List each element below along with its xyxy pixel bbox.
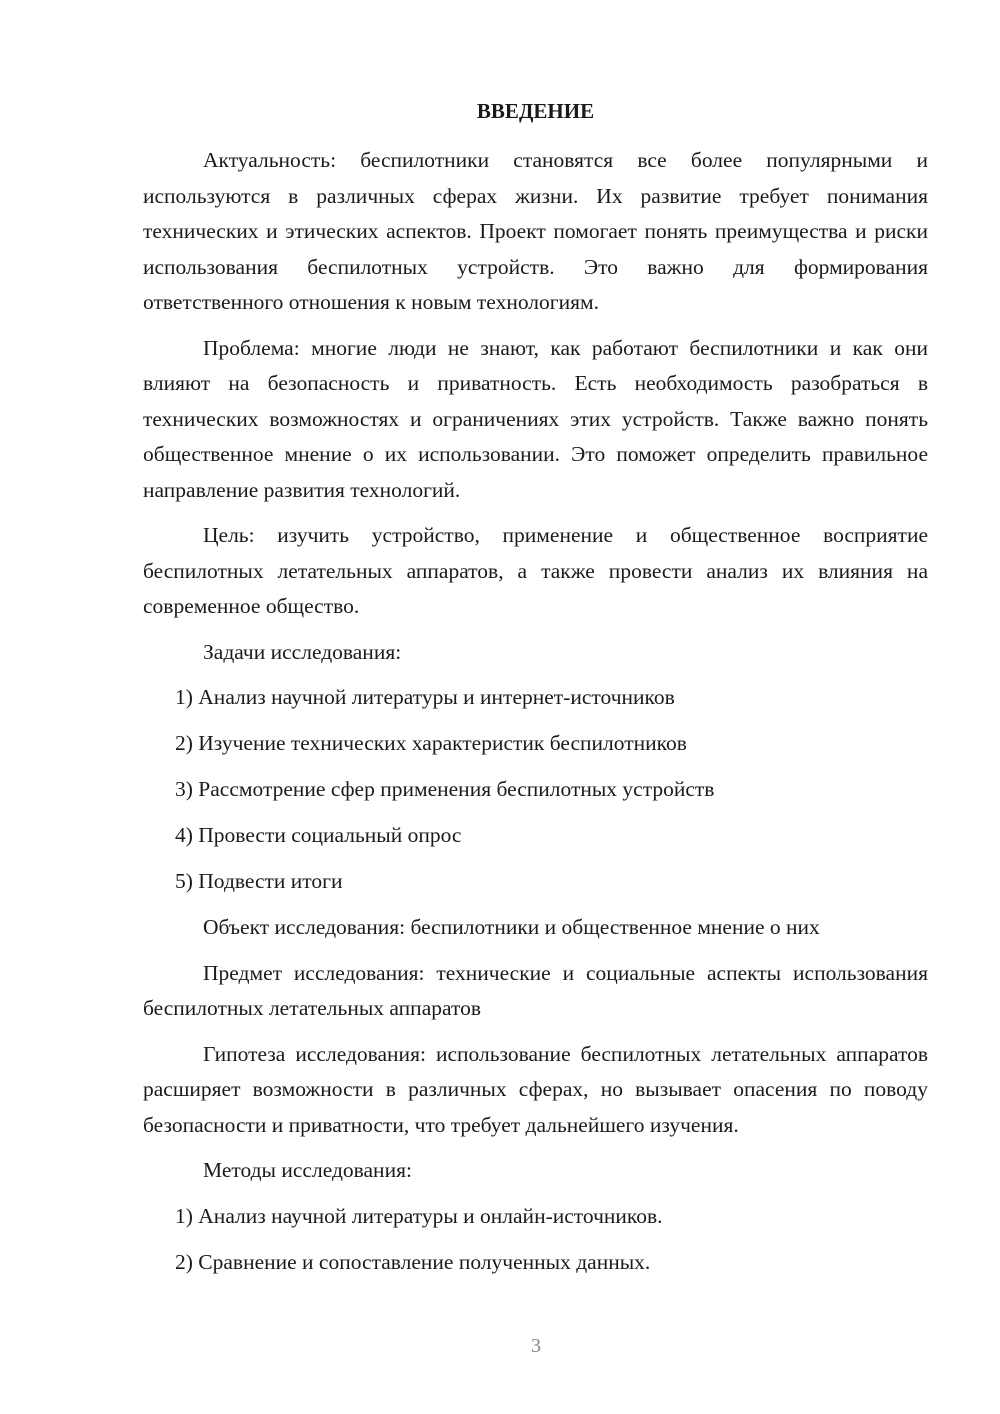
- problem-paragraph: Проблема: многие люди не знают, как работают беспилотники и как они влияют на безопасность и приватность. Есть необходимость разобраться в технических возможностях и ограничениях этих устройств. Также важно понять общественное мнение о их использовании. Это поможет определить правильное направление развития технологий.: [143, 335, 928, 502]
- page-number: 3: [531, 1335, 541, 1357]
- section-title: ВВЕДЕНИЕ: [476, 99, 595, 123]
- list-item: 1) Анализ научной литературы и интернет-источников: [175, 685, 675, 709]
- list-item: 4) Провести социальный опрос: [175, 823, 462, 847]
- tasks-heading: Задачи исследования:: [203, 639, 402, 664]
- subject-paragraph: Предмет исследования: технические и социальные аспекты использования беспилотных летательных аппаратов: [143, 960, 928, 1020]
- relevance-paragraph: Актуальность: беспилотники становятся все более популярными и используются в различных сферах жизни. Их развитие требует понимания технических и этических аспектов. Проект помогает понять преимущества и риски использования беспилотных устройств. Это важно для формирования ответственного отношения к новым технологиям.: [143, 148, 928, 314]
- methods-list: [143, 1199, 928, 1281]
- document-page: [143, 96, 928, 1291]
- list-item: 1) Анализ научной литературы и онлайн-источников.: [175, 1203, 663, 1228]
- tasks-list: [143, 680, 928, 900]
- list-item: 2) Сравнение и сопоставление полученных данных.: [175, 1249, 651, 1274]
- hypothesis-paragraph: Гипотеза исследования: использование беспилотных летательных аппаратов расширяет возможности в различных сферах, но вызывает опасения по поводу безопасности и приватности, что требует дальнейшего изучения.: [143, 1041, 928, 1137]
- methods-heading: Методы исследования:: [203, 1158, 412, 1182]
- list-item: 5) Подвести итоги: [175, 869, 343, 893]
- list-item: 2) Изучение технических характеристик беспилотников: [175, 731, 687, 755]
- list-item: 3) Рассмотрение сфер применения беспилотных устройств: [175, 777, 715, 801]
- object-paragraph: Объект исследования: беспилотники и общественное мнение о них: [203, 915, 820, 939]
- goal-paragraph: Цель: изучить устройство, применение и общественное восприятие беспилотных летательных аппаратов, а также провести анализ их влияния на современное общество.: [143, 523, 928, 618]
